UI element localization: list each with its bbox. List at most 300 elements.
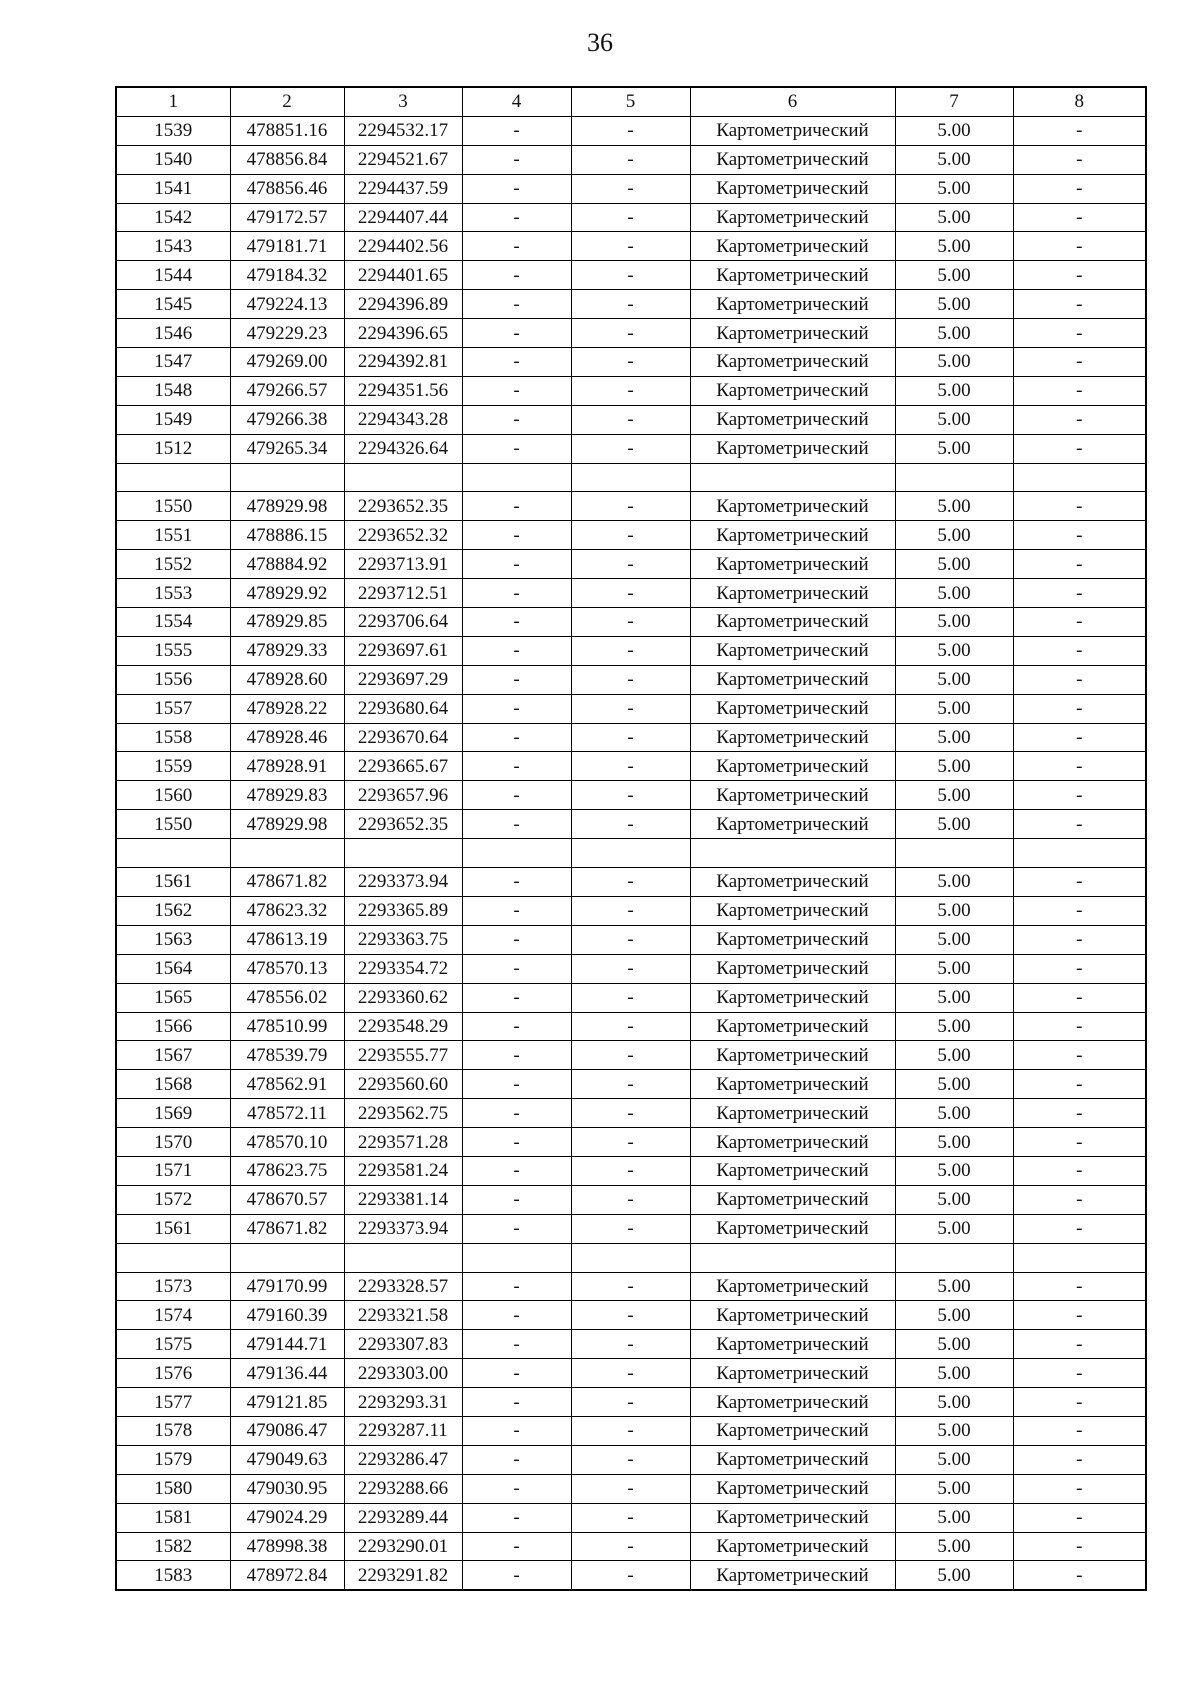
method-cell: Картометрический xyxy=(690,1214,895,1243)
point-number-cell: 1552 xyxy=(116,550,230,579)
accuracy-cell: 5.00 xyxy=(895,694,1013,723)
y-coordinate-cell xyxy=(344,839,462,868)
table-row xyxy=(116,550,1146,579)
accuracy-cell xyxy=(895,839,1013,868)
point-number-cell: 1577 xyxy=(116,1388,230,1417)
table-row xyxy=(116,145,1146,174)
column-4-cell: - xyxy=(462,896,571,925)
column-4-cell: - xyxy=(462,1214,571,1243)
table-row xyxy=(116,925,1146,954)
accuracy-cell: 5.00 xyxy=(895,1156,1013,1185)
method-cell: Картометрический xyxy=(690,752,895,781)
column-8-cell: - xyxy=(1013,1185,1146,1214)
method-cell: Картометрический xyxy=(690,925,895,954)
y-coordinate-cell xyxy=(344,463,462,492)
column-8-cell: - xyxy=(1013,1272,1146,1301)
table-row xyxy=(116,1416,1146,1445)
point-number-cell: 1550 xyxy=(116,492,230,521)
x-coordinate-cell: 478670.57 xyxy=(230,1185,344,1214)
column-4-cell: - xyxy=(462,1185,571,1214)
method-cell: Картометрический xyxy=(690,405,895,434)
point-number-cell: 1547 xyxy=(116,348,230,377)
column-8-cell: - xyxy=(1013,261,1146,290)
point-number-cell xyxy=(116,1243,230,1272)
method-cell: Картометрический xyxy=(690,1128,895,1157)
y-coordinate-cell: 2294407.44 xyxy=(344,203,462,232)
column-5-cell: - xyxy=(571,405,690,434)
column-4-cell: - xyxy=(462,1503,571,1532)
column-4-cell: - xyxy=(462,376,571,405)
table-row xyxy=(116,1012,1146,1041)
table-row xyxy=(116,781,1146,810)
column-8-cell: - xyxy=(1013,579,1146,608)
y-coordinate-cell: 2293712.51 xyxy=(344,579,462,608)
y-coordinate-cell: 2294401.65 xyxy=(344,261,462,290)
column-4-cell: - xyxy=(462,1330,571,1359)
table-row xyxy=(116,1156,1146,1185)
method-cell: Картометрический xyxy=(690,1070,895,1099)
point-number-cell: 1557 xyxy=(116,694,230,723)
column-4-cell: - xyxy=(462,694,571,723)
column-8-cell: - xyxy=(1013,1070,1146,1099)
point-number-cell: 1570 xyxy=(116,1128,230,1157)
method-cell: Картометрический xyxy=(690,319,895,348)
column-5-cell xyxy=(571,839,690,868)
column-8-cell: - xyxy=(1013,348,1146,377)
column-5-cell: - xyxy=(571,896,690,925)
method-cell xyxy=(690,463,895,492)
column-8-cell: - xyxy=(1013,1532,1146,1561)
method-cell: Картометрический xyxy=(690,145,895,174)
accuracy-cell: 5.00 xyxy=(895,348,1013,377)
point-number-cell: 1568 xyxy=(116,1070,230,1099)
column-4-cell: - xyxy=(462,1156,571,1185)
point-number-cell: 1573 xyxy=(116,1272,230,1301)
column-8-cell: - xyxy=(1013,1388,1146,1417)
point-number-cell: 1550 xyxy=(116,810,230,839)
column-5-cell: - xyxy=(571,954,690,983)
column-5-cell: - xyxy=(571,1503,690,1532)
method-cell: Картометрический xyxy=(690,723,895,752)
accuracy-cell: 5.00 xyxy=(895,868,1013,897)
column-5-cell: - xyxy=(571,579,690,608)
table-header-row xyxy=(116,87,1146,116)
column-4-cell: - xyxy=(462,492,571,521)
method-cell: Картометрический xyxy=(690,492,895,521)
table-row xyxy=(116,810,1146,839)
method-cell: Картометрический xyxy=(690,579,895,608)
point-number-cell: 1569 xyxy=(116,1099,230,1128)
x-coordinate-cell: 479170.99 xyxy=(230,1272,344,1301)
y-coordinate-cell: 2293289.44 xyxy=(344,1503,462,1532)
point-number-cell: 1546 xyxy=(116,319,230,348)
accuracy-cell: 5.00 xyxy=(895,174,1013,203)
column-4-cell: - xyxy=(462,1012,571,1041)
table-row xyxy=(116,1388,1146,1417)
table-row xyxy=(116,434,1146,463)
column-8-cell: - xyxy=(1013,1099,1146,1128)
method-cell: Картометрический xyxy=(690,781,895,810)
x-coordinate-cell: 478929.98 xyxy=(230,492,344,521)
method-cell: Картометрический xyxy=(690,954,895,983)
x-coordinate-cell: 478572.11 xyxy=(230,1099,344,1128)
table-row xyxy=(116,983,1146,1012)
column-5-cell: - xyxy=(571,116,690,145)
column-5-cell: - xyxy=(571,1474,690,1503)
point-number-cell xyxy=(116,839,230,868)
column-8-cell: - xyxy=(1013,1474,1146,1503)
x-coordinate-cell: 478570.13 xyxy=(230,954,344,983)
y-coordinate-cell: 2293363.75 xyxy=(344,925,462,954)
column-4-cell xyxy=(462,463,571,492)
x-coordinate-cell: 479224.13 xyxy=(230,290,344,319)
y-coordinate-cell: 2293560.60 xyxy=(344,1070,462,1099)
point-number-cell: 1578 xyxy=(116,1416,230,1445)
table-row xyxy=(116,1243,1146,1272)
x-coordinate-cell: 478671.82 xyxy=(230,1214,344,1243)
column-5-cell: - xyxy=(571,810,690,839)
table-row xyxy=(116,521,1146,550)
y-coordinate-cell: 2294396.65 xyxy=(344,319,462,348)
column-5-cell: - xyxy=(571,1301,690,1330)
column-8-cell: - xyxy=(1013,434,1146,463)
method-cell: Картометрический xyxy=(690,290,895,319)
point-number-cell: 1564 xyxy=(116,954,230,983)
x-coordinate-cell: 479024.29 xyxy=(230,1503,344,1532)
column-5-cell: - xyxy=(571,203,690,232)
method-cell: Картометрический xyxy=(690,810,895,839)
accuracy-cell: 5.00 xyxy=(895,405,1013,434)
column-4-cell: - xyxy=(462,983,571,1012)
column-4-cell: - xyxy=(462,579,571,608)
column-4-cell: - xyxy=(462,116,571,145)
table-row xyxy=(116,232,1146,261)
column-header: 2 xyxy=(230,87,344,116)
x-coordinate-cell: 478928.60 xyxy=(230,665,344,694)
y-coordinate-cell: 2294402.56 xyxy=(344,232,462,261)
table-row xyxy=(116,1214,1146,1243)
column-8-cell: - xyxy=(1013,1561,1146,1590)
column-5-cell: - xyxy=(571,376,690,405)
y-coordinate-cell: 2293321.58 xyxy=(344,1301,462,1330)
y-coordinate-cell: 2293680.64 xyxy=(344,694,462,723)
accuracy-cell: 5.00 xyxy=(895,608,1013,637)
column-8-cell: - xyxy=(1013,752,1146,781)
y-coordinate-cell: 2293373.94 xyxy=(344,1214,462,1243)
y-coordinate-cell: 2293571.28 xyxy=(344,1128,462,1157)
y-coordinate-cell: 2293293.31 xyxy=(344,1388,462,1417)
x-coordinate-cell: 479181.71 xyxy=(230,232,344,261)
y-coordinate-cell: 2293286.47 xyxy=(344,1445,462,1474)
column-8-cell: - xyxy=(1013,376,1146,405)
column-4-cell: - xyxy=(462,723,571,752)
accuracy-cell: 5.00 xyxy=(895,925,1013,954)
column-4-cell: - xyxy=(462,405,571,434)
table-row xyxy=(116,376,1146,405)
table-row xyxy=(116,290,1146,319)
x-coordinate-cell: 478623.32 xyxy=(230,896,344,925)
y-coordinate-cell: 2293652.35 xyxy=(344,492,462,521)
column-8-cell: - xyxy=(1013,954,1146,983)
column-5-cell: - xyxy=(571,1359,690,1388)
column-4-cell: - xyxy=(462,1070,571,1099)
method-cell: Картометрический xyxy=(690,1561,895,1590)
accuracy-cell: 5.00 xyxy=(895,1012,1013,1041)
table-row xyxy=(116,1185,1146,1214)
x-coordinate-cell: 478613.19 xyxy=(230,925,344,954)
column-5-cell: - xyxy=(571,319,690,348)
method-cell: Картометрический xyxy=(690,116,895,145)
accuracy-cell: 5.00 xyxy=(895,579,1013,608)
x-coordinate-cell: 479144.71 xyxy=(230,1330,344,1359)
column-5-cell: - xyxy=(571,1099,690,1128)
method-cell xyxy=(690,839,895,868)
column-header: 5 xyxy=(571,87,690,116)
column-4-cell: - xyxy=(462,174,571,203)
accuracy-cell: 5.00 xyxy=(895,1330,1013,1359)
method-cell: Картометрический xyxy=(690,1156,895,1185)
y-coordinate-cell: 2294437.59 xyxy=(344,174,462,203)
method-cell: Картометрический xyxy=(690,608,895,637)
y-coordinate-cell: 2293307.83 xyxy=(344,1330,462,1359)
column-8-cell: - xyxy=(1013,781,1146,810)
x-coordinate-cell: 479049.63 xyxy=(230,1445,344,1474)
y-coordinate-cell: 2294326.64 xyxy=(344,434,462,463)
y-coordinate-cell: 2293713.91 xyxy=(344,550,462,579)
y-coordinate-cell: 2293652.35 xyxy=(344,810,462,839)
point-number-cell: 1561 xyxy=(116,868,230,897)
column-8-cell: - xyxy=(1013,1301,1146,1330)
column-8-cell: - xyxy=(1013,116,1146,145)
column-8-cell: - xyxy=(1013,405,1146,434)
y-coordinate-cell: 2293555.77 xyxy=(344,1041,462,1070)
accuracy-cell: 5.00 xyxy=(895,290,1013,319)
accuracy-cell: 5.00 xyxy=(895,781,1013,810)
column-4-cell: - xyxy=(462,1532,571,1561)
table-row xyxy=(116,463,1146,492)
method-cell: Картометрический xyxy=(690,1503,895,1532)
column-4-cell: - xyxy=(462,752,571,781)
point-number-cell: 1579 xyxy=(116,1445,230,1474)
method-cell: Картометрический xyxy=(690,1445,895,1474)
column-4-cell: - xyxy=(462,868,571,897)
point-number-cell: 1542 xyxy=(116,203,230,232)
column-8-cell: - xyxy=(1013,232,1146,261)
x-coordinate-cell xyxy=(230,1243,344,1272)
x-coordinate-cell: 478884.92 xyxy=(230,550,344,579)
x-coordinate-cell: 478998.38 xyxy=(230,1532,344,1561)
x-coordinate-cell: 478856.84 xyxy=(230,145,344,174)
column-4-cell: - xyxy=(462,1474,571,1503)
accuracy-cell: 5.00 xyxy=(895,376,1013,405)
column-4-cell: - xyxy=(462,1388,571,1417)
accuracy-cell xyxy=(895,1243,1013,1272)
column-8-cell: - xyxy=(1013,290,1146,319)
table-row xyxy=(116,1128,1146,1157)
y-coordinate-cell: 2293328.57 xyxy=(344,1272,462,1301)
method-cell: Картометрический xyxy=(690,1474,895,1503)
table-row xyxy=(116,1330,1146,1359)
y-coordinate-cell: 2293288.66 xyxy=(344,1474,462,1503)
method-cell: Картометрический xyxy=(690,434,895,463)
column-5-cell: - xyxy=(571,752,690,781)
x-coordinate-cell: 478929.83 xyxy=(230,781,344,810)
method-cell: Картометрический xyxy=(690,1416,895,1445)
accuracy-cell: 5.00 xyxy=(895,434,1013,463)
point-number-cell xyxy=(116,463,230,492)
method-cell: Картометрический xyxy=(690,1272,895,1301)
y-coordinate-cell: 2293354.72 xyxy=(344,954,462,983)
y-coordinate-cell: 2294351.56 xyxy=(344,376,462,405)
point-number-cell: 1575 xyxy=(116,1330,230,1359)
y-coordinate-cell: 2293548.29 xyxy=(344,1012,462,1041)
column-5-cell: - xyxy=(571,723,690,752)
y-coordinate-cell: 2293657.96 xyxy=(344,781,462,810)
table-row xyxy=(116,1503,1146,1532)
table-row xyxy=(116,723,1146,752)
accuracy-cell: 5.00 xyxy=(895,116,1013,145)
x-coordinate-cell: 478972.84 xyxy=(230,1561,344,1590)
method-cell: Картометрический xyxy=(690,1301,895,1330)
accuracy-cell: 5.00 xyxy=(895,1388,1013,1417)
accuracy-cell: 5.00 xyxy=(895,550,1013,579)
accuracy-cell: 5.00 xyxy=(895,1503,1013,1532)
column-5-cell: - xyxy=(571,1041,690,1070)
point-number-cell: 1572 xyxy=(116,1185,230,1214)
column-header: 7 xyxy=(895,87,1013,116)
column-5-cell: - xyxy=(571,261,690,290)
y-coordinate-cell: 2293287.11 xyxy=(344,1416,462,1445)
column-4-cell: - xyxy=(462,550,571,579)
table-row xyxy=(116,954,1146,983)
column-4-cell: - xyxy=(462,1359,571,1388)
column-5-cell: - xyxy=(571,232,690,261)
method-cell: Картометрический xyxy=(690,1099,895,1128)
y-coordinate-cell: 2293665.67 xyxy=(344,752,462,781)
column-4-cell xyxy=(462,839,571,868)
method-cell: Картометрический xyxy=(690,1012,895,1041)
column-4-cell: - xyxy=(462,290,571,319)
table-row xyxy=(116,348,1146,377)
method-cell: Картометрический xyxy=(690,232,895,261)
column-header: 6 xyxy=(690,87,895,116)
x-coordinate-cell: 478928.22 xyxy=(230,694,344,723)
y-coordinate-cell: 2293360.62 xyxy=(344,983,462,1012)
point-number-cell: 1576 xyxy=(116,1359,230,1388)
column-8-cell: - xyxy=(1013,925,1146,954)
accuracy-cell: 5.00 xyxy=(895,723,1013,752)
accuracy-cell: 5.00 xyxy=(895,1359,1013,1388)
point-number-cell: 1545 xyxy=(116,290,230,319)
x-coordinate-cell: 478928.91 xyxy=(230,752,344,781)
y-coordinate-cell: 2293670.64 xyxy=(344,723,462,752)
y-coordinate-cell: 2293581.24 xyxy=(344,1156,462,1185)
x-coordinate-cell: 479086.47 xyxy=(230,1416,344,1445)
table-row xyxy=(116,896,1146,925)
accuracy-cell: 5.00 xyxy=(895,319,1013,348)
x-coordinate-cell xyxy=(230,839,344,868)
column-8-cell: - xyxy=(1013,608,1146,637)
accuracy-cell: 5.00 xyxy=(895,521,1013,550)
column-5-cell: - xyxy=(571,1445,690,1474)
column-5-cell: - xyxy=(571,145,690,174)
column-8-cell xyxy=(1013,839,1146,868)
column-5-cell: - xyxy=(571,1128,690,1157)
point-number-cell: 1551 xyxy=(116,521,230,550)
column-4-cell: - xyxy=(462,1041,571,1070)
column-5-cell: - xyxy=(571,868,690,897)
table-row xyxy=(116,1272,1146,1301)
column-8-cell: - xyxy=(1013,868,1146,897)
y-coordinate-cell: 2293697.61 xyxy=(344,636,462,665)
table-row xyxy=(116,405,1146,434)
point-number-cell: 1580 xyxy=(116,1474,230,1503)
table-row xyxy=(116,1359,1146,1388)
x-coordinate-cell: 478562.91 xyxy=(230,1070,344,1099)
column-4-cell: - xyxy=(462,665,571,694)
accuracy-cell: 5.00 xyxy=(895,492,1013,521)
column-4-cell: - xyxy=(462,1301,571,1330)
point-number-cell: 1539 xyxy=(116,116,230,145)
accuracy-cell: 5.00 xyxy=(895,1301,1013,1330)
column-5-cell: - xyxy=(571,1156,690,1185)
column-8-cell: - xyxy=(1013,1214,1146,1243)
x-coordinate-cell: 478570.10 xyxy=(230,1128,344,1157)
column-5-cell: - xyxy=(571,1214,690,1243)
accuracy-cell: 5.00 xyxy=(895,665,1013,694)
column-5-cell: - xyxy=(571,174,690,203)
method-cell: Картометрический xyxy=(690,1185,895,1214)
point-number-cell: 1562 xyxy=(116,896,230,925)
column-8-cell: - xyxy=(1013,983,1146,1012)
column-4-cell: - xyxy=(462,521,571,550)
accuracy-cell: 5.00 xyxy=(895,1070,1013,1099)
x-coordinate-cell: 478556.02 xyxy=(230,983,344,1012)
column-5-cell: - xyxy=(571,492,690,521)
column-5-cell xyxy=(571,1243,690,1272)
x-coordinate-cell: 478929.92 xyxy=(230,579,344,608)
method-cell: Картометрический xyxy=(690,174,895,203)
x-coordinate-cell: 479266.57 xyxy=(230,376,344,405)
point-number-cell: 1554 xyxy=(116,608,230,637)
accuracy-cell: 5.00 xyxy=(895,1272,1013,1301)
accuracy-cell: 5.00 xyxy=(895,810,1013,839)
method-cell xyxy=(690,1243,895,1272)
accuracy-cell xyxy=(895,463,1013,492)
point-number-cell: 1512 xyxy=(116,434,230,463)
y-coordinate-cell: 2293290.01 xyxy=(344,1532,462,1561)
column-8-cell: - xyxy=(1013,492,1146,521)
column-4-cell: - xyxy=(462,434,571,463)
column-8-cell: - xyxy=(1013,174,1146,203)
point-number-cell: 1541 xyxy=(116,174,230,203)
x-coordinate-cell: 478671.82 xyxy=(230,868,344,897)
column-4-cell: - xyxy=(462,145,571,174)
column-4-cell: - xyxy=(462,1099,571,1128)
table-row xyxy=(116,174,1146,203)
table-row xyxy=(116,608,1146,637)
accuracy-cell: 5.00 xyxy=(895,1185,1013,1214)
column-8-cell: - xyxy=(1013,1128,1146,1157)
accuracy-cell: 5.00 xyxy=(895,1041,1013,1070)
point-number-cell: 1553 xyxy=(116,579,230,608)
accuracy-cell: 5.00 xyxy=(895,261,1013,290)
method-cell: Картометрический xyxy=(690,1532,895,1561)
column-5-cell: - xyxy=(571,925,690,954)
column-8-cell: - xyxy=(1013,896,1146,925)
table-row xyxy=(116,492,1146,521)
column-5-cell: - xyxy=(571,983,690,1012)
